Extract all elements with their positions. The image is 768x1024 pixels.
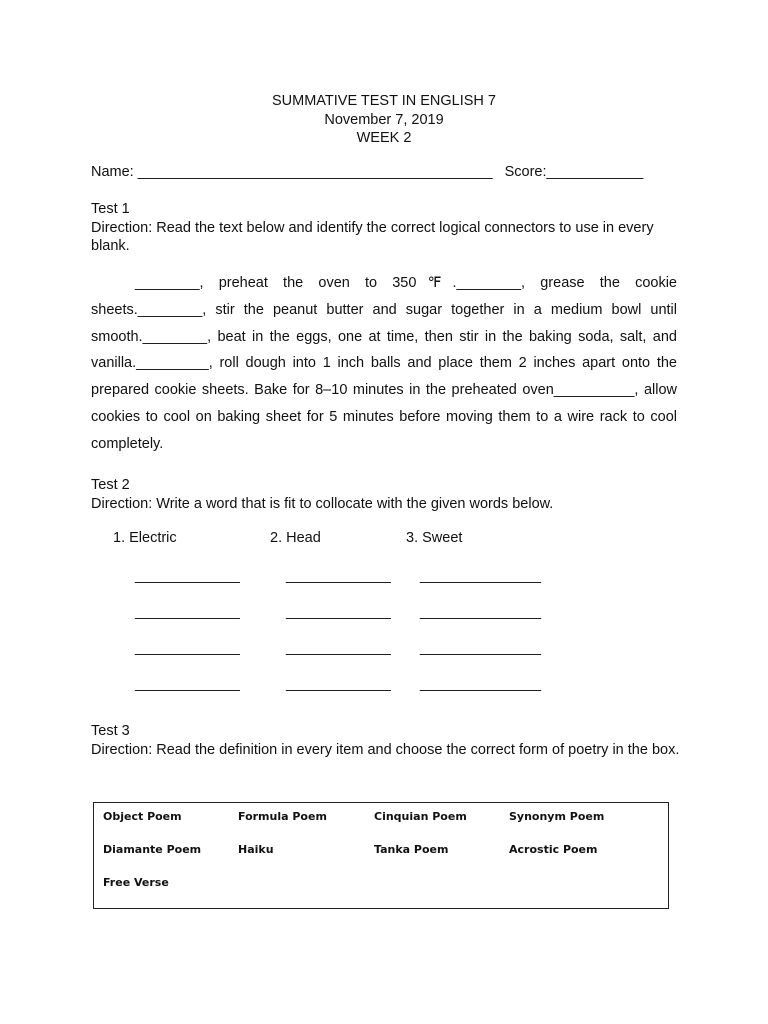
document-title: SUMMATIVE TEST IN ENGLISH 7 (272, 93, 496, 109)
answer-blank[interactable]: _____________ (286, 676, 391, 692)
answer-blank[interactable]: _____________ (135, 604, 240, 620)
answer-blank[interactable]: _______________ (420, 676, 541, 692)
document-header (0, 92, 768, 148)
document-date: November 7, 2019 (324, 111, 444, 128)
test3-direction: Direction: Read the definition in every item and choose the correct form of poetry in the box. (91, 741, 680, 758)
poem-option: Object Poem (103, 810, 182, 823)
score-field[interactable]: Score:____________ (504, 164, 644, 180)
collocate-word-electric: 1. Electric (113, 530, 177, 546)
test2-section (91, 476, 681, 513)
name-score-line (91, 164, 691, 180)
answer-blank[interactable]: _____________ (135, 640, 240, 656)
collocate-word-sweet: 3. Sweet (406, 530, 463, 546)
test1-direction: Direction: Read the text below and identify the correct logical connectors to use in every blank. (91, 219, 654, 254)
poetry-forms-box (93, 802, 669, 909)
poem-option: Synonym Poem (509, 810, 605, 823)
test1-paragraph (91, 270, 677, 458)
document-week: WEEK 2 (356, 130, 412, 146)
poem-option: Formula Poem (238, 810, 327, 823)
poem-option: Free Verse (103, 876, 169, 889)
poem-option: Acrostic Poem (509, 843, 598, 856)
test1-paragraph-text: ________, preheat the oven to 350℉.________, grease the cookie sheets.________, stir the peanut butter and sugar together in a medium bowl until smooth.________, beat in the eggs, one at time, then stir in the baking soda, salt, and vanilla._________, roll dough into 1 inch balls and place them 2 inches apart onto the prepared cookie sheets. Bake for 8–10 minutes in the preheated oven__________, allow cookies to cool on baking sheet for 5 minutes before moving them to a wire rack to cool completely. (91, 275, 677, 452)
answer-blank[interactable]: _______________ (420, 640, 541, 656)
answer-blank[interactable]: _____________ (286, 640, 391, 656)
answer-blank[interactable]: _______________ (420, 568, 541, 584)
test3-title: Test 3 (91, 723, 130, 739)
test1-section (91, 200, 681, 256)
poem-option: Diamante Poem (103, 843, 202, 856)
poem-option: Cinquian Poem (374, 810, 467, 823)
answer-blank[interactable]: _______________ (420, 604, 541, 620)
answer-blank[interactable]: _____________ (286, 604, 391, 620)
poem-option: Haiku (238, 843, 274, 856)
test2-title: Test 2 (91, 477, 130, 493)
answer-blank[interactable]: _____________ (135, 676, 240, 692)
name-field[interactable]: Name: ____________________________________________ (91, 164, 493, 180)
test1-title: Test 1 (91, 201, 130, 217)
poem-option: Tanka Poem (374, 843, 449, 856)
test3-section (91, 722, 681, 759)
answer-blank[interactable]: _____________ (135, 568, 240, 584)
collocate-word-head: 2. Head (270, 530, 321, 546)
test2-direction: Direction: Write a word that is fit to collocate with the given words below. (91, 495, 554, 512)
answer-blank[interactable]: _____________ (286, 568, 391, 584)
